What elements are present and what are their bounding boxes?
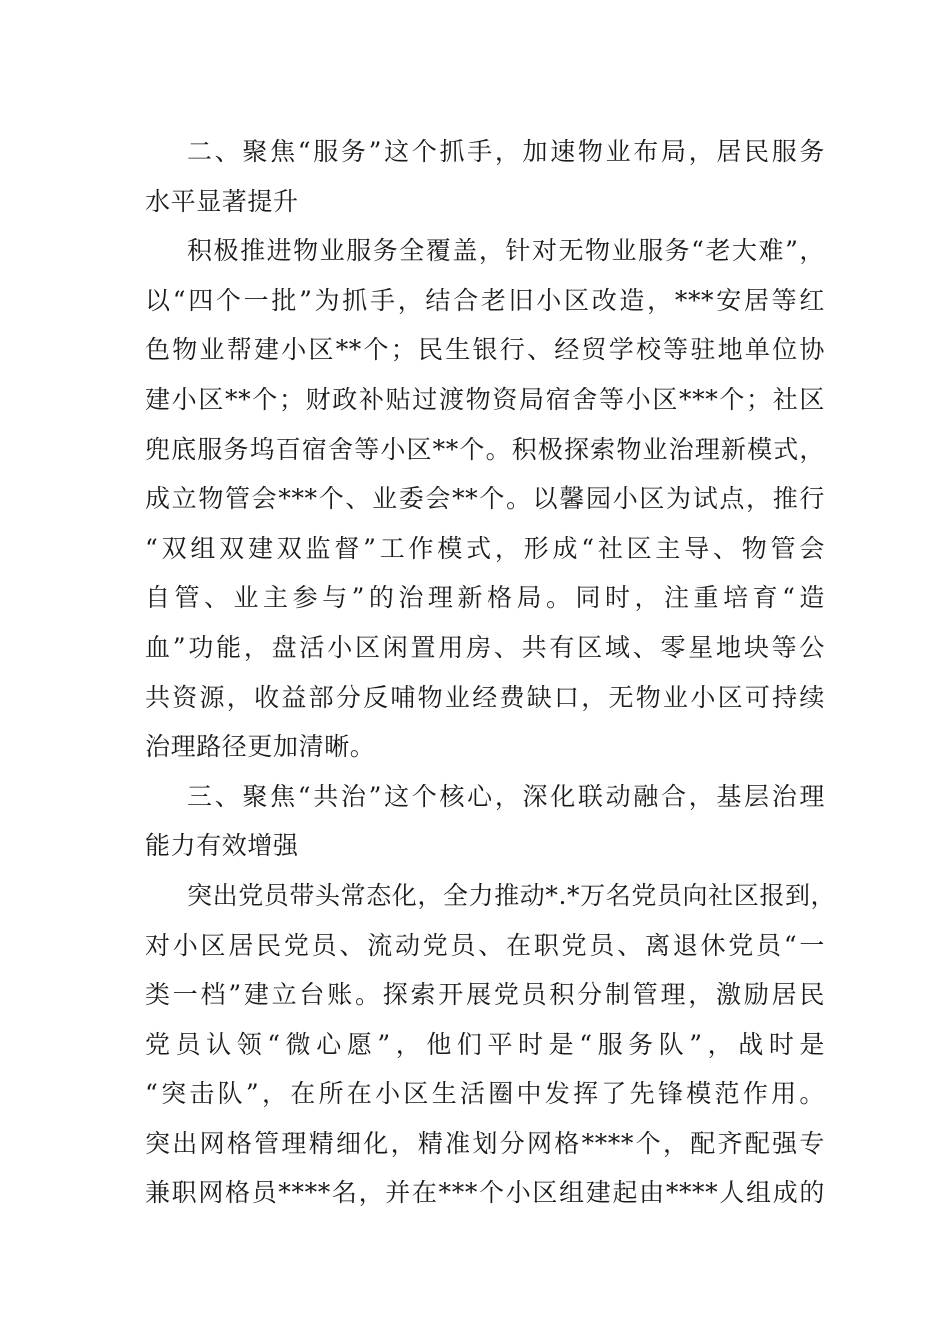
body-line: 血”功能，盘活小区闲置用房、共有区域、零星地块等公	[145, 632, 825, 662]
body-line: 色物业帮建小区**个；民生银行、经贸学校等驻地单位协	[145, 335, 825, 365]
heading-line: 二、聚焦“服务”这个抓手，加速物业布局，居民服务	[187, 137, 825, 166]
body-line: 类一档”建立台账。探索开展党员积分制管理，激励居民	[145, 980, 825, 1010]
body-line: 党员认领“微心愿”，他们平时是“服务队”，战时是	[145, 1029, 825, 1059]
body-line: 兼职网格员****名，并在***个小区组建起由****人组成的	[145, 1178, 825, 1208]
body-line: 以“四个一批”为抓手，结合老旧小区改造，***安居等红	[145, 285, 825, 315]
body-line: “突击队”，在所在小区生活圈中发挥了先锋模范作用。	[145, 1079, 825, 1109]
body-line: 成立物管会***个、业委会**个。以馨园小区为试点，推行	[145, 484, 825, 514]
body-line: 对小区居民党员、流动党员、在职党员、离退休党员“一	[145, 930, 825, 960]
body-line: 建小区**个；财政补贴过渡物资局宿舍等小区***个；社区	[145, 384, 825, 414]
document-page	[145, 127, 837, 1218]
body-line: 突出网格管理精细化，精准划分网格****个，配齐配强专	[145, 1128, 825, 1158]
body-line: 自管、业主参与”的治理新格局。同时，注重培育“造	[145, 583, 825, 613]
body-line: 治理路径更加清晰。	[145, 732, 376, 762]
heading-line: 能力有效增强	[145, 831, 299, 861]
body-line: 突出党员带头常态化，全力推动*.*万名党员向社区报到，	[187, 880, 837, 910]
body-line: 兜底服务坞百宿舍等小区**个。积极探索物业治理新模式，	[145, 434, 825, 464]
heading-line: 水平显著提升	[145, 186, 299, 216]
body-line: 积极推进物业服务全覆盖，针对无物业服务“老大难”，	[187, 236, 825, 266]
body-line: 共资源，收益部分反哺物业经费缺口，无物业小区可持续	[145, 682, 825, 712]
heading-line: 三、聚焦“共治”这个核心，深化联动融合，基层治理	[187, 781, 825, 811]
body-line: “双组双建双监督”工作模式，形成“社区主导、物管会	[145, 533, 825, 563]
